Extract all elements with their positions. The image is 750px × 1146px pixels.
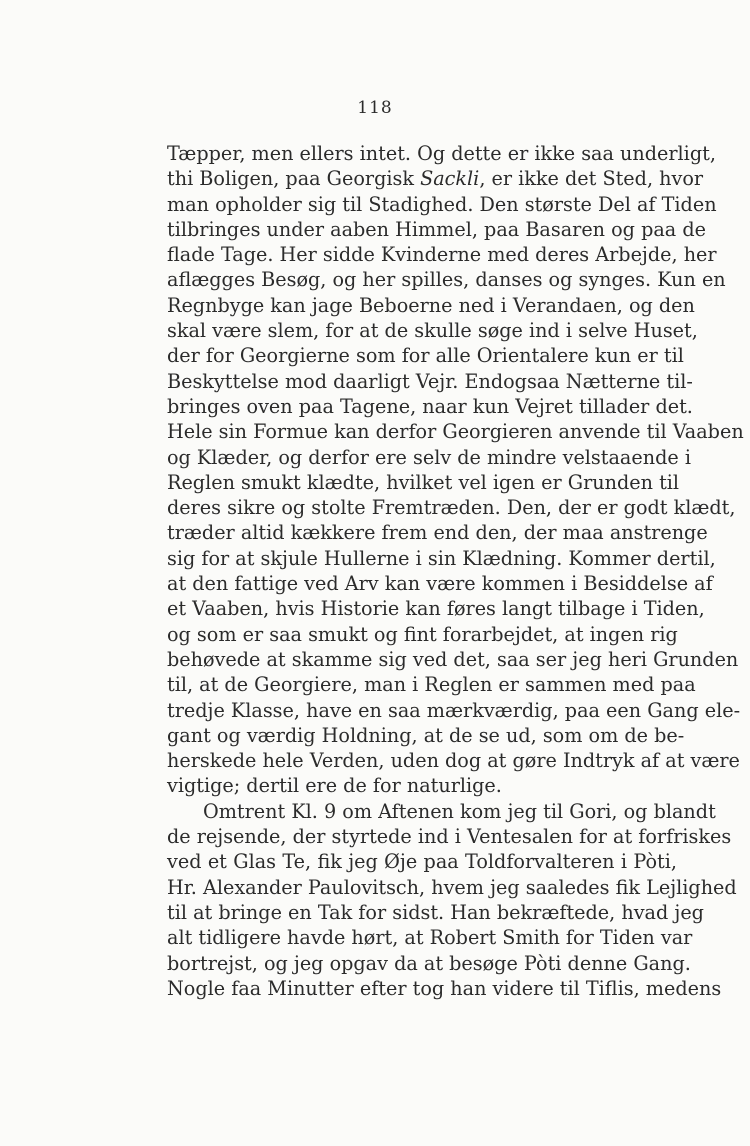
text-line: der for Georgierne som for alle Orientalere kun er til [167,344,684,368]
text-line: træder altid kækkere frem end den, der maa anstrenge [167,521,708,545]
text-line: Reglen smukt klædte, hvilket vel igen er Grunden til [167,470,680,494]
text-line: til, at de Georgiere, man i Reglen er sammen med paa [167,673,696,697]
text-line: et Vaaben, hvis Historie kan føres langt tilbage i Tiden, [167,597,705,621]
paragraph [167,141,744,799]
text-line: deres sikre og stolte Fremtræden. Den, der er godt klædt, [167,496,736,520]
text-line: de rejsende, der styrtede ind i Ventesalen for at forfriskes [167,825,732,849]
body-text [167,141,744,1001]
text-line: herskede hele Verden, uden dog at gøre Indtryk af at være [167,749,740,773]
text-line: sig for at skjule Hullerne i sin Klædning. Kommer dertil, [167,546,716,570]
text-line: Tæpper, men ellers intet. Og dette er ikke saa underligt, [167,142,716,165]
text-line: flade Tage. Her sidde Kvinderne med deres Arbejde, her [167,243,717,267]
text-line: ved et Glas Te, fik jeg Øje paa Toldforvalteren i Pòti, [167,850,677,874]
italic-term: Sackli [420,167,480,191]
text-line: behøvede at skamme sig ved det, saa ser jeg heri Grunden [167,647,739,671]
text-line: skal være slem, for at de skulle søge ind i selve Huset, [167,319,698,343]
text-line: gant og værdig Holdning, at de se ud, som om de be- [167,723,685,747]
text-line: alt tidligere havde hørt, at Robert Smith for Tiden var [167,926,693,950]
text-line: tilbringes under aaben Himmel, paa Basaren og paa de [167,217,706,241]
text-line: Beskyttelse mod daarligt Vejr. Endogsaa Nætterne til- [167,369,693,393]
text-line: at den fattige ved Arv kan være kommen i Besiddelse af [167,572,713,596]
text-line: man opholder sig til Stadighed. Den største Del af Tiden [167,192,717,216]
text-line: vigtige; dertil ere de for naturlige. [167,774,502,798]
text-line: bortrejst, og jeg opgav da at besøge Pòti denne Gang. [167,951,691,975]
text-line: til at bringe en Tak for sidst. Han bekræftede, hvad jeg [167,900,704,924]
text-line: og Klæder, og derfor ere selv de mindre velstaaende i [167,445,691,469]
text-line: aflægges Besøg, og her spilles, danses og synges. Kun en [167,268,726,292]
text-line: thi Boligen, paa Georgisk Sackli, er ikke det Sted, hvor [167,167,704,191]
text-line: Regnbyge kan jage Beboerne ned i Verandaen, og den [167,293,695,317]
text-line: tredje Klasse, have en saa mærkværdig, paa een Gang ele- [167,698,741,722]
text-line: bringes oven paa Tagene, naar kun Vejret tillader det. [167,394,693,418]
text-line: og som er saa smukt og fint forarbejdet, at ingen rig [167,622,678,646]
text-line: Hele sin Formue kan derfor Georgieren anvende til Vaaben [167,420,744,444]
text-line: Nogle faa Minutter efter tog han videre til Tiflis, medens [167,976,722,1000]
text-line: Hr. Alexander Paulovitsch, hvem jeg saaledes fik Lejlighed [167,875,737,899]
paragraph [167,799,737,1001]
text-line: Omtrent Kl. 9 om Aftenen kom jeg til Gori, og blandt [203,799,716,823]
page-number: 118 [357,98,393,118]
